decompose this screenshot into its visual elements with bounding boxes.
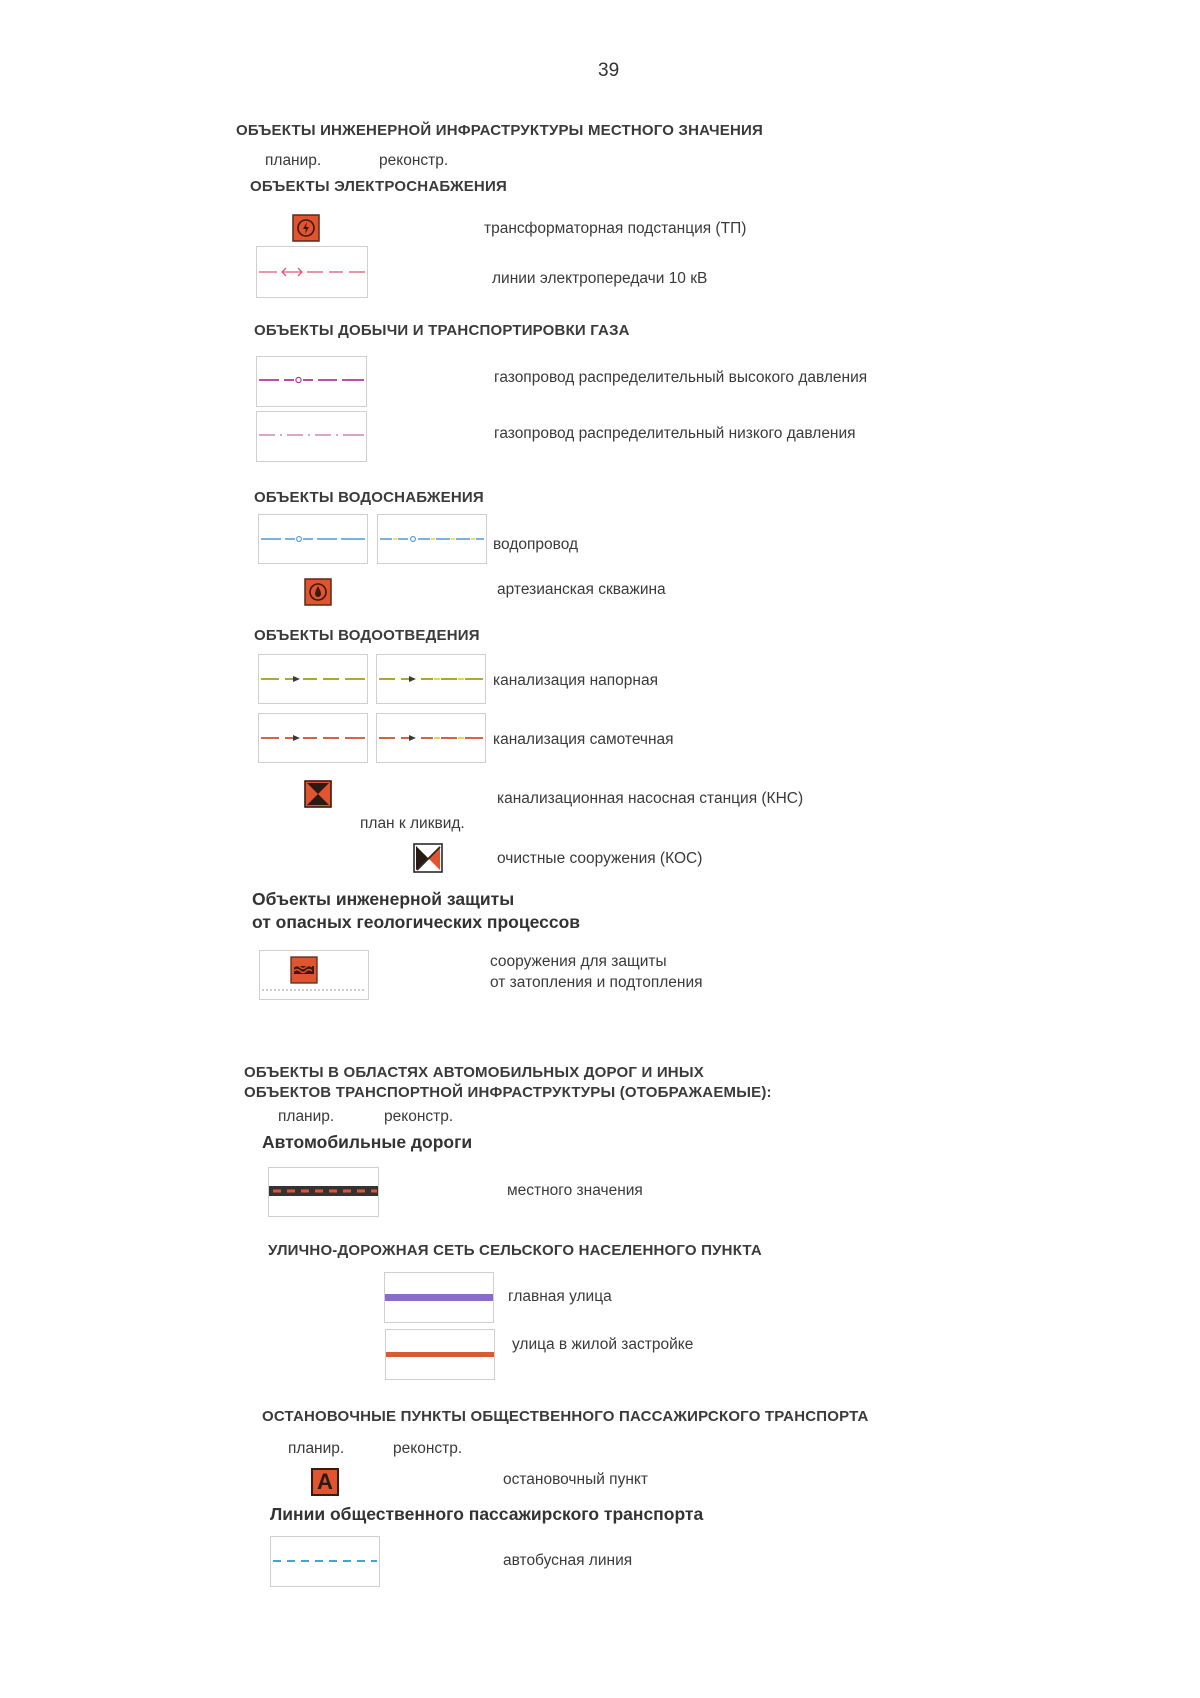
sewer-pressure-planned-sample: [258, 654, 368, 704]
gas-high-pressure-sample: [256, 356, 367, 407]
heading-transport-line1: ОБЪЕКТЫ В ОБЛАСТЯХ АВТОМОБИЛЬНЫХ ДОРОГ И ИНЫХ: [244, 1064, 704, 1081]
flood-protection-label-line1: сооружения для защиты: [490, 953, 667, 970]
section-title-infrastructure: ОБЪЕКТЫ ИНЖЕНЕРНОЙ ИНФРАСТРУКТУРЫ МЕСТНОГО ЗНАЧЕНИЯ: [236, 122, 763, 139]
heading-gas: ОБЪЕКТЫ ДОБЫЧИ И ТРАНСПОРТИРОВКИ ГАЗА: [254, 322, 630, 339]
bus-line-label: автобусная линия: [503, 1552, 633, 1569]
gas-low-pressure-sample: [256, 411, 367, 462]
stops-column-reconstructed-label: реконстр.: [393, 1440, 463, 1457]
bus-stop-icon: А: [311, 1468, 339, 1496]
flood-protection-icon: [290, 956, 318, 984]
power-line-label: линии электропередачи 10 кВ: [492, 270, 708, 287]
main-street-sample: [384, 1272, 494, 1323]
transformer-substation-icon: [292, 214, 320, 242]
transport-column-planned-label: планир.: [278, 1108, 335, 1125]
heading-electric: ОБЪЕКТЫ ЭЛЕКТРОСНАБЖЕНИЯ: [250, 178, 507, 195]
page-number: 39: [598, 60, 620, 81]
sewer-pressure-reconstructed-sample: [376, 654, 486, 704]
artesian-well-label: артезианская скважина: [497, 581, 666, 598]
heading-protection-line1: Объекты инженерной защиты: [252, 889, 515, 909]
water-pipe-label: водопровод: [493, 536, 579, 553]
water-pipe-planned-sample: [258, 514, 368, 564]
artesian-well-icon: [304, 578, 332, 606]
local-road-sample: [268, 1167, 379, 1217]
heading-transit-lines: Линии общественного пассажирского транспорта: [270, 1504, 704, 1524]
sewer-pressure-label: канализация напорная: [493, 672, 658, 689]
transport-column-reconstructed-label: реконстр.: [384, 1108, 454, 1125]
heading-transport-line2: ОБЪЕКТОВ ТРАНСПОРТНОЙ ИНФРАСТРУКТУРЫ (ОТОБРАЖАЕМЫЕ):: [244, 1084, 772, 1101]
heading-roads: Автомобильные дороги: [262, 1132, 473, 1152]
power-line-sample: [256, 246, 368, 298]
column-planned-label: планир.: [265, 152, 322, 169]
residential-street-label: улица в жилой застройке: [512, 1336, 694, 1353]
treatment-facility-icon: [413, 843, 443, 873]
residential-street-sample: [385, 1329, 495, 1380]
heading-sewer: ОБЪЕКТЫ ВОДООТВЕДЕНИЯ: [254, 627, 480, 644]
gas-high-pressure-label: газопровод распределительный высокого давления: [494, 369, 868, 386]
treatment-facility-label: очистные сооружения (КОС): [497, 850, 703, 867]
planned-liquidation-label: план к ликвид.: [360, 815, 465, 832]
column-reconstructed-label: реконстр.: [379, 152, 449, 169]
stops-column-planned-label: планир.: [288, 1440, 345, 1457]
flood-protection-label-line2: от затопления и подтопления: [490, 974, 703, 991]
bus-line-sample: [270, 1536, 380, 1587]
heading-streets: УЛИЧНО-ДОРОЖНАЯ СЕТЬ СЕЛЬСКОГО НАСЕЛЕННОГО ПУНКТА: [268, 1242, 762, 1259]
heading-stops: ОСТАНОВОЧНЫЕ ПУНКТЫ ОБЩЕСТВЕННОГО ПАССАЖИРСКОГО ТРАНСПОРТА: [262, 1408, 869, 1425]
main-street-label: главная улица: [508, 1288, 612, 1305]
water-pipe-reconstructed-sample: [377, 514, 487, 564]
gas-low-pressure-label: газопровод распределительный низкого давления: [494, 425, 856, 442]
sewage-pump-station-label: канализационная насосная станция (КНС): [497, 790, 804, 807]
transformer-substation-label: трансформаторная подстанция (ТП): [484, 220, 747, 237]
sewer-gravity-planned-sample: [258, 713, 368, 763]
sewer-gravity-label: канализация самотечная: [493, 731, 674, 748]
heading-water: ОБЪЕКТЫ ВОДОСНАБЖЕНИЯ: [254, 489, 484, 506]
sewer-gravity-reconstructed-sample: [376, 713, 486, 763]
sewage-pump-station-icon: [304, 780, 332, 808]
bus-stop-label: остановочный пункт: [503, 1471, 648, 1488]
local-road-label: местного значения: [507, 1182, 643, 1199]
heading-protection-line2: от опасных геологических процессов: [252, 912, 581, 932]
